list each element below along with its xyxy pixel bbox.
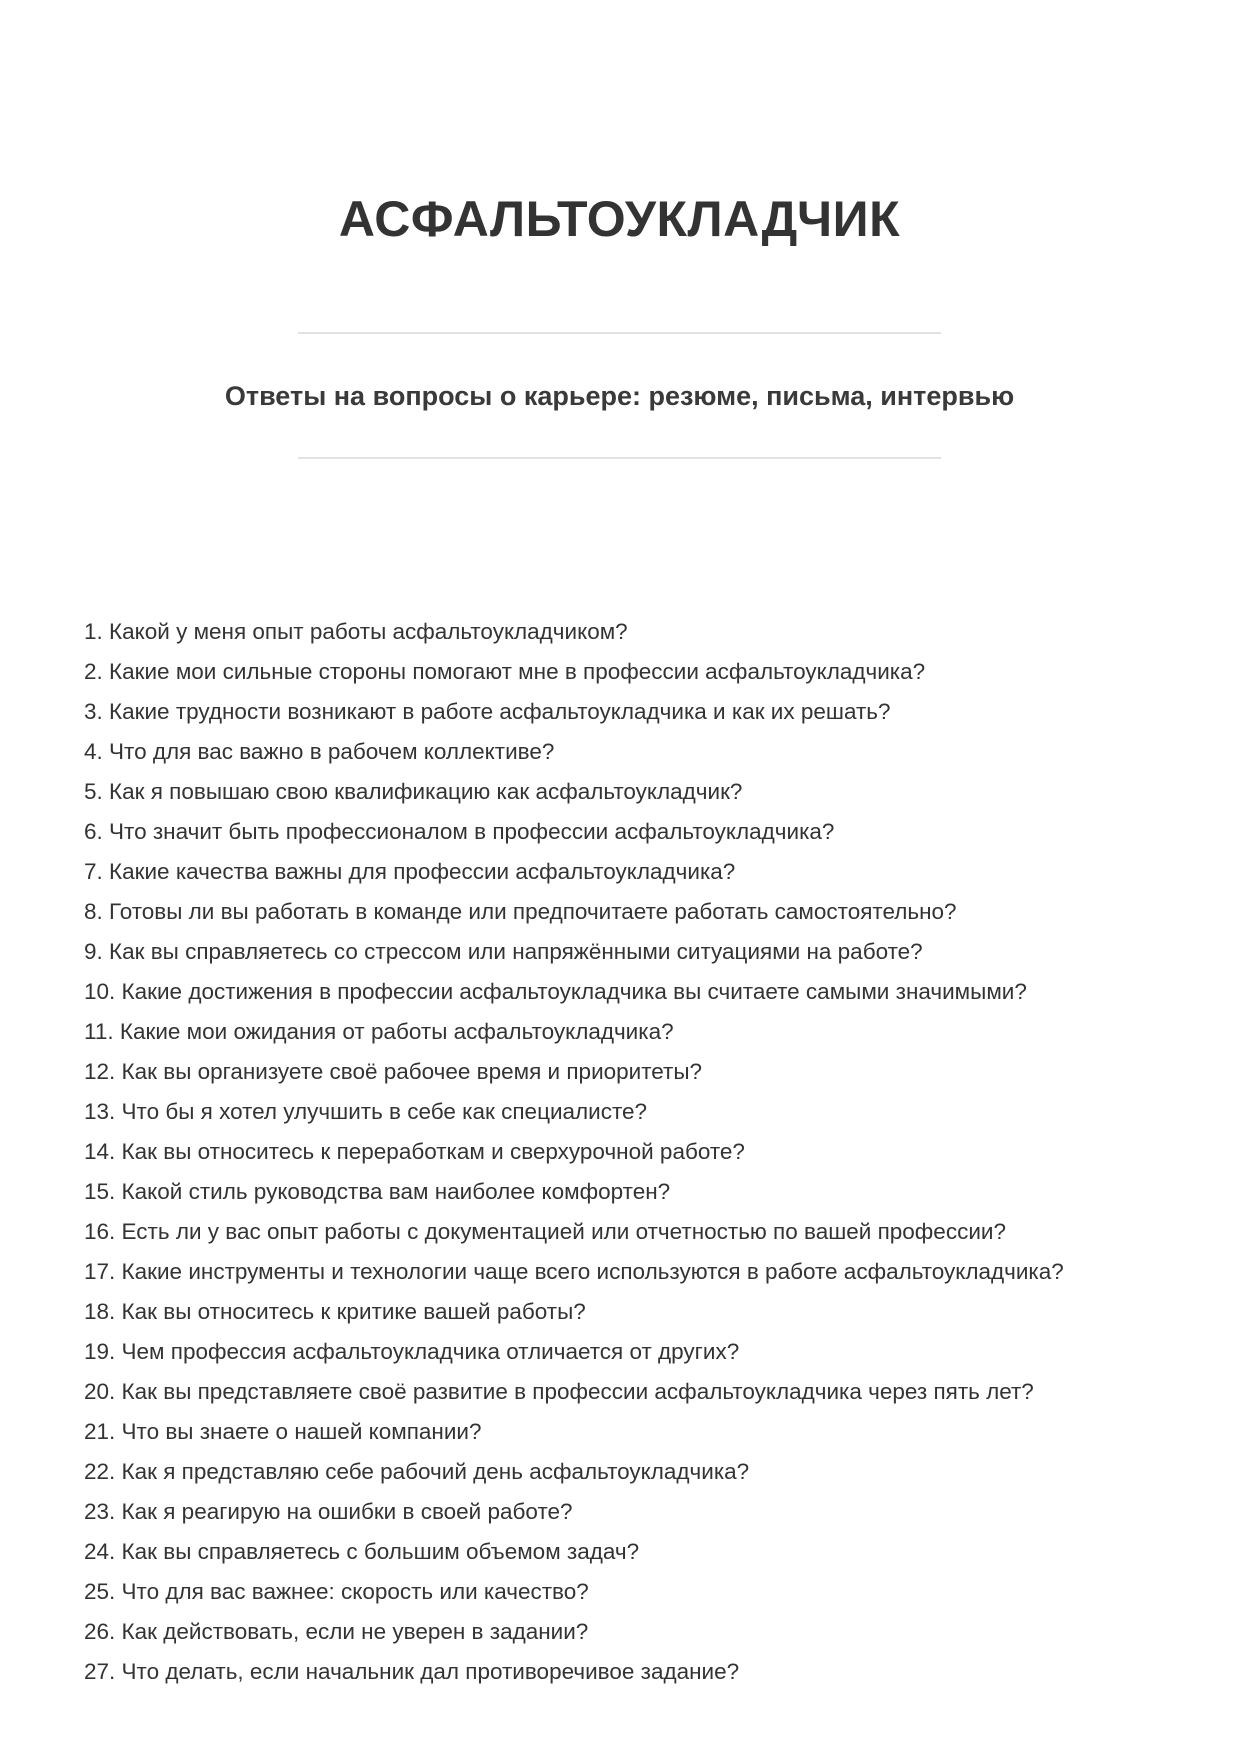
question-item: 23. Как я реагирую на ошибки в своей работе? xyxy=(84,1499,573,1524)
question-item: 17. Какие инструменты и технологии чаще всего используются в работе асфальтоукладчика? xyxy=(84,1259,1064,1284)
question-item: 10. Какие достижения в профессии асфальтоукладчика вы считаете самыми значимыми? xyxy=(84,979,1027,1004)
question-item: 20. Как вы представляете своё развитие в профессии асфальтоукладчика через пять лет? xyxy=(84,1379,1034,1404)
bottom-divider xyxy=(298,457,941,459)
question-item: 3. Какие трудности возникают в работе асфальтоукладчика и как их решать? xyxy=(84,699,891,724)
question-item: 14. Как вы относитесь к переработкам и сверхурочной работе? xyxy=(84,1139,745,1164)
question-item: 27. Что делать, если начальник дал противоречивое задание? xyxy=(84,1659,740,1684)
question-item: 18. Как вы относитесь к критике вашей работы? xyxy=(84,1299,586,1324)
question-item: 24. Как вы справляетесь с большим объемом задач? xyxy=(84,1539,640,1564)
question-item: 16. Есть ли у вас опыт работы с документацией или отчетностью по вашей профессии? xyxy=(84,1219,1006,1244)
question-item: 19. Чем профессия асфальтоукладчика отличается от других? xyxy=(84,1339,740,1364)
top-divider xyxy=(298,332,941,334)
question-item: 12. Как вы организуете своё рабочее время и приоритеты? xyxy=(84,1059,703,1084)
question-item: 4. Что для вас важно в рабочем коллективе? xyxy=(84,739,555,764)
question-item: 8. Готовы ли вы работать в команде или предпочитаете работать самостоятельно? xyxy=(84,899,957,924)
question-item: 7. Какие качества важны для профессии асфальтоукладчика? xyxy=(84,859,736,884)
question-item: 6. Что значит быть профессионалом в профессии асфальтоукладчика? xyxy=(84,819,835,844)
page-subtitle: Ответы на вопросы о карьере: резюме, письма, интервью xyxy=(224,381,1015,411)
question-item: 9. Как вы справляетесь со стрессом или напряжёнными ситуациями на работе? xyxy=(84,939,923,964)
question-item: 26. Как действовать, если не уверен в задании? xyxy=(84,1619,589,1644)
question-item: 13. Что бы я хотел улучшить в себе как специалисте? xyxy=(84,1099,648,1124)
question-item: 11. Какие мои ожидания от работы асфальтоукладчика? xyxy=(84,1019,674,1044)
question-item: 25. Что для вас важнее: скорость или качество? xyxy=(84,1579,589,1604)
question-item: 5. Как я повышаю свою квалификацию как асфальтоукладчик? xyxy=(84,779,743,804)
question-item: 21. Что вы знаете о нашей компании? xyxy=(84,1419,482,1444)
page-title: АСФАЛЬТОУКЛАДЧИК xyxy=(338,191,901,247)
question-item: 1. Какой у меня опыт работы асфальтоукладчиком? xyxy=(84,619,628,644)
question-item: 22. Как я представляю себе рабочий день асфальтоукладчика? xyxy=(84,1459,750,1484)
questions-list xyxy=(84,612,1064,1692)
question-item: 15. Какой стиль руководства вам наиболее комфортен? xyxy=(84,1179,671,1204)
question-item: 2. Какие мои сильные стороны помогают мне в профессии асфальтоукладчика? xyxy=(84,659,926,684)
